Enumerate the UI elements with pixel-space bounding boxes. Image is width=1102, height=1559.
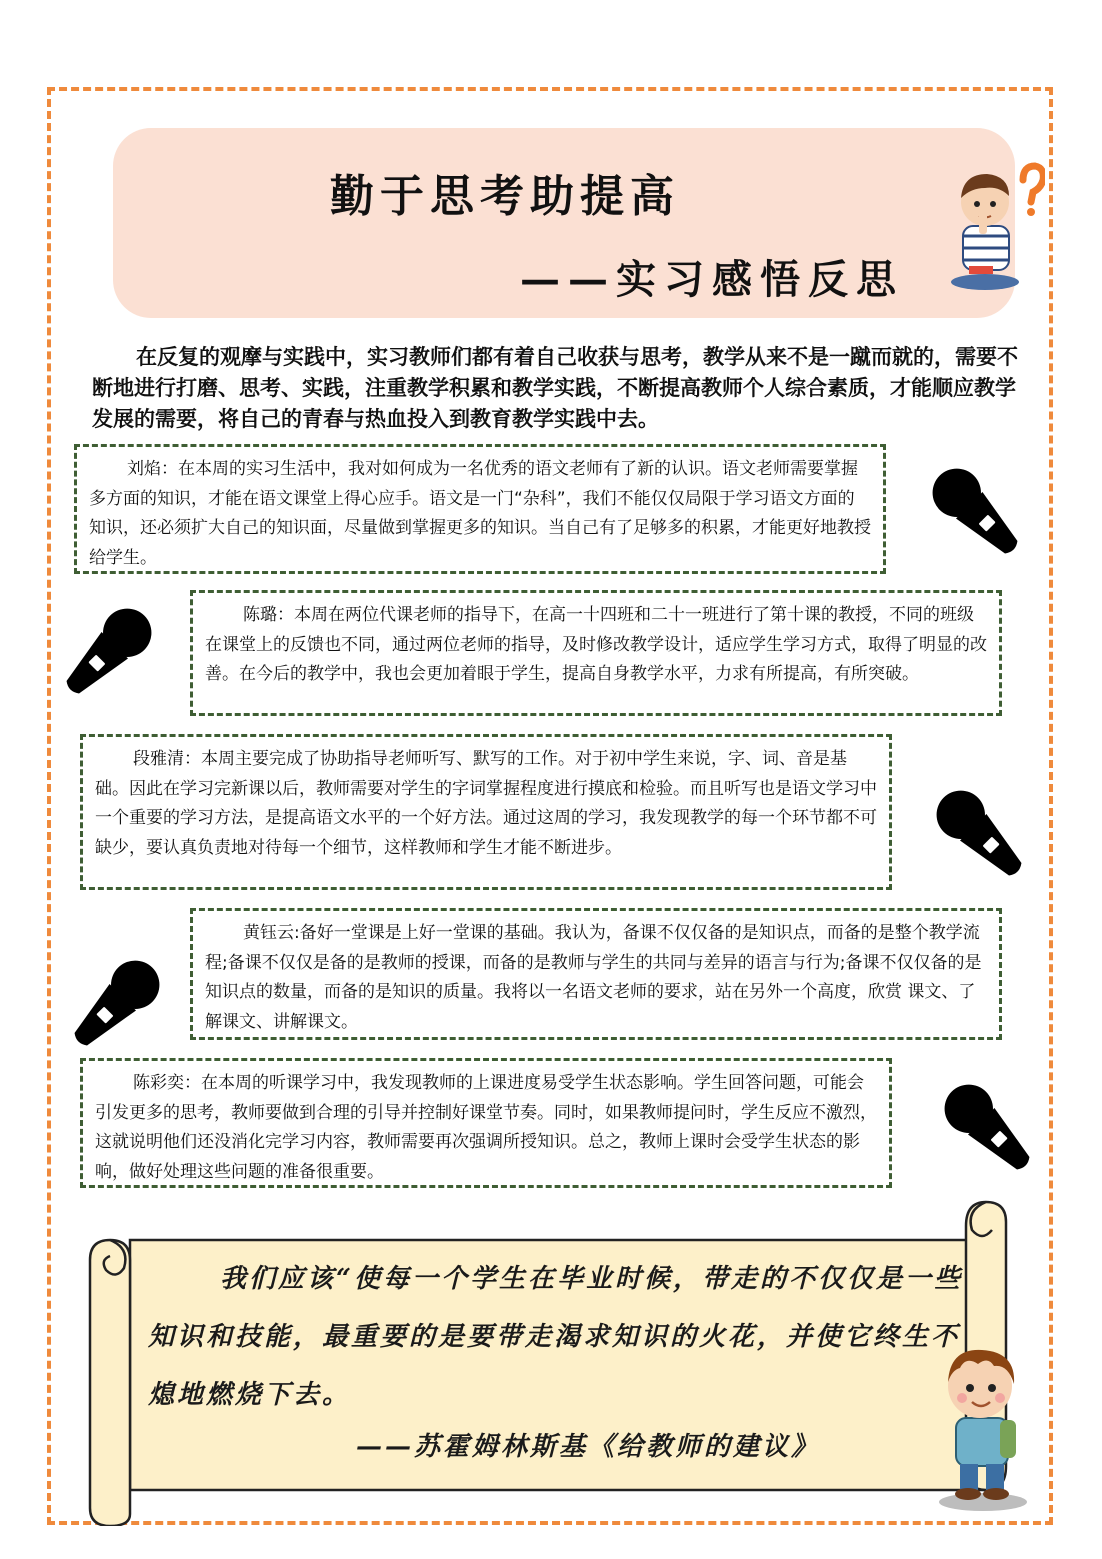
reflection-text: 陈彩奕：在本周的听课学习中，我发现教师的上课进度易受学生状态影响。学生回答问题，可能会引发更多的思考，教师要做到合理的引导并控制好课堂节奏。同时，如果教师提问时，学生反应不激烈，这就说明他们还没消化完学习内容，教师需要再次强调所授知识。总之，教师上课时会受学生状态的影响，做好处理这些问题的准备很重要。 [95,1073,877,1182]
reflection-text: 段雅清：本周主要完成了协助指导老师听写、默写的工作。对于初中学生来说，字、词、音是基础。因此在学习完新课以后，教师需要对学生的字词掌握程度进行摸底和检验。而且听写也是语文学习中一个重要的学习方法，是提高语文水平的一个好方法。通过这周的学习，我发现教学的每一个环节都不可缺少，要认真负责地对待每一个细节，这样教师和学生才能不断进步。 [95,749,877,858]
reflection-text: 陈璐：本周在两位代课老师的指导下，在高一十四班和二十一班进行了第十课的教授，不同的班级在课堂上的反馈也不同，通过两位老师的指导，及时修改教学设计，适应学生学习方式，取得了明显的改善。在今后的教学中，我也会更加着眼于学生，提高自身教学水平，力求有所提高，有所突破。 [205,605,987,684]
microphone-icon [934,1074,1044,1184]
page-title: 勤于思考助提高 [330,171,680,222]
reflection-text: 刘焰：在本周的实习生活中，我对如何成为一名优秀的语文老师有了新的认识。语文老师需要掌握多方面的知识，才能在语文课堂上得心应手。语文是一门“杂科”，我们不能仅仅局限于学习语文方面的知识，还必须扩大自己的知识面，尽量做到掌握更多的知识。当自己有了足够多的积累，才能更好地教授给学生。 [89,459,871,568]
reflection-card [190,908,1002,1040]
intro-paragraph: 在反复的观摩与实践中，实习教师们都有着自己收获与思考，教学从来不是一蹴而就的，需要不断地进行打磨、思考、实践，注重教学积累和教学实践，不断提高教师个人综合素质，才能顺应教学发展的需要，将自己的青春与热血投入到教育教学实践中去。 [92,345,1018,431]
thinking-kid-icon [945,162,1045,294]
reflection-card [74,444,886,574]
reflection-text: 黄钰云:备好一堂课是上好一堂课的基础。我认为，备课不仅仅备的是知识点，而备的是整个教学流程;备课不仅仅是备的是教师的授课，而备的是教师与学生的共同与差异的语言与行为;备课不仅仅备的是知识点的数量，而备的是知识的质量。我将以一名语文老师的要求，站在另外一个高度，欣赏 课文、了 解课文、讲解课文。 [205,923,982,1032]
reflection-card [190,590,1002,716]
microphone-icon [60,950,170,1060]
reflection-card [80,734,892,890]
quote-text: 我们应该“使每一个学生在毕业时候，带走的不仅仅是一些知识和技能，最重要的是要带走渴求知识的火花，并使它终生不熄地燃烧下去。 [148,1264,963,1410]
microphone-icon [52,598,162,708]
reflection-card [80,1058,892,1188]
microphone-icon [926,780,1036,890]
standing-kid-icon [928,1342,1038,1514]
page-subtitle: ——实习感悟反思 [520,256,904,303]
quote-source: ——苏霍姆林斯基《给教师的建议》 [356,1432,821,1462]
microphone-icon [922,458,1032,568]
